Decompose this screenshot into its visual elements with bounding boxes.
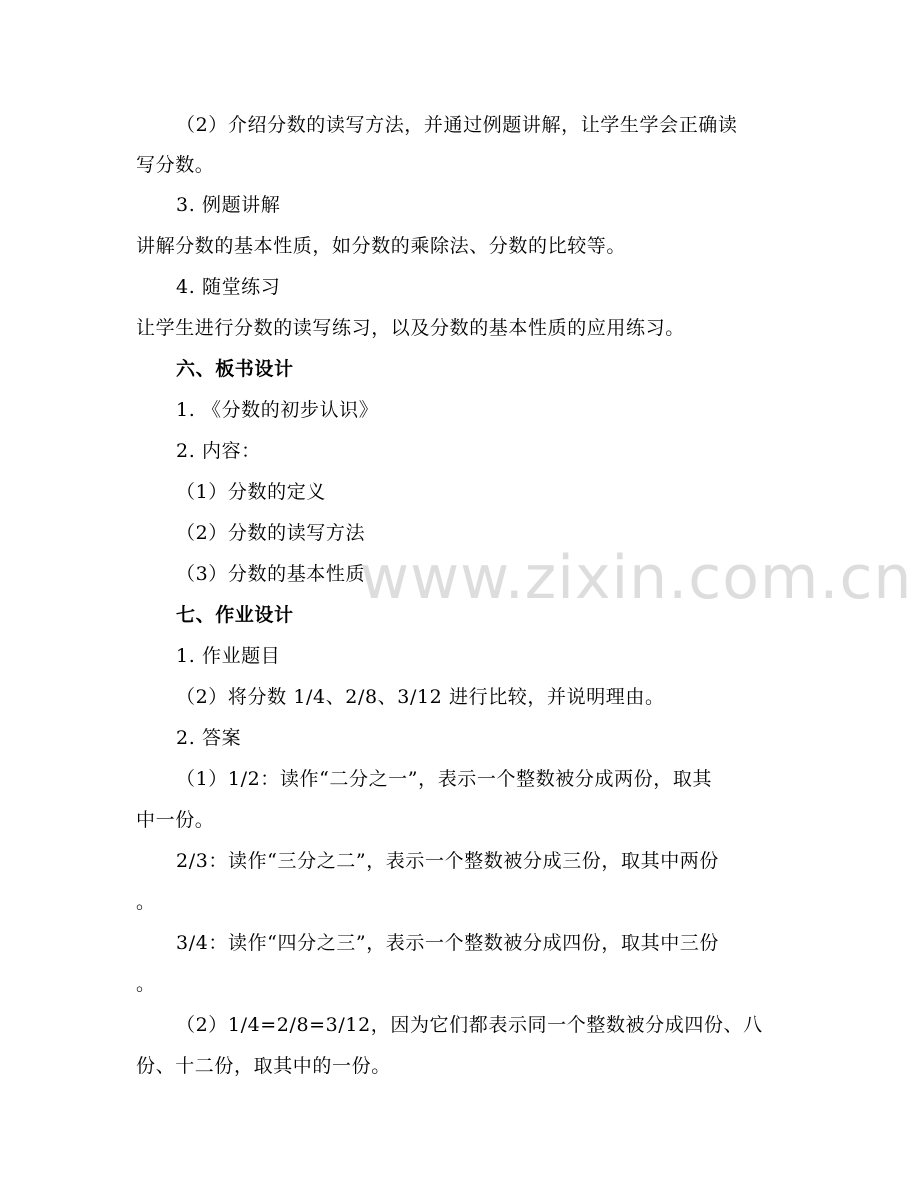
list-item: 1. 《分数的初步认识》	[176, 399, 379, 421]
text-line: （2）介绍分数的读写方法，并通过例题讲解，让学生学会正确读	[176, 114, 738, 136]
text-line: 3/4：读作“四分之三”，表示一个整数被分成四份，取其中三份	[176, 932, 720, 954]
list-item: 2. 答案	[176, 727, 242, 749]
list-item: （1）分数的定义	[176, 481, 326, 503]
text-line: 2/3：读作“三分之二”，表示一个整数被分成三份，取其中两份	[176, 850, 720, 872]
text-line: 让学生进行分数的读写练习，以及分数的基本性质的应用练习。	[136, 317, 685, 339]
list-item: （3）分数的基本性质	[176, 563, 366, 585]
watermark: www.zixin.com.cn	[360, 543, 913, 613]
section-heading: 七、作业设计	[176, 604, 294, 626]
list-item: 1. 作业题目	[176, 645, 281, 667]
text-line: 中一份。	[136, 809, 215, 831]
text-line: （1）1/2：读作“二分之一”，表示一个整数被分成两份，取其	[176, 768, 713, 790]
section-heading: 六、板书设计	[176, 358, 294, 380]
text-line: 份、十二份，取其中的一份。	[136, 1055, 391, 1077]
text-line: （2）将分数 1/4、2/8、3/12 进行比较，并说明理由。	[176, 686, 665, 708]
text-line: 。	[136, 973, 156, 995]
text-line: 讲解分数的基本性质，如分数的乘除法、分数的比较等。	[136, 235, 627, 257]
text-line: （2）1/4=2/8=3/12，因为它们都表示同一个整数被分成四份、八	[176, 1014, 763, 1036]
text-line: 写分数。	[136, 154, 215, 176]
list-item: 3. 例题讲解	[176, 194, 281, 216]
text-line: 。	[136, 891, 156, 913]
list-item: （2）分数的读写方法	[176, 522, 366, 544]
list-item: 4. 随堂练习	[176, 276, 281, 298]
list-item: 2. 内容：	[176, 440, 261, 462]
